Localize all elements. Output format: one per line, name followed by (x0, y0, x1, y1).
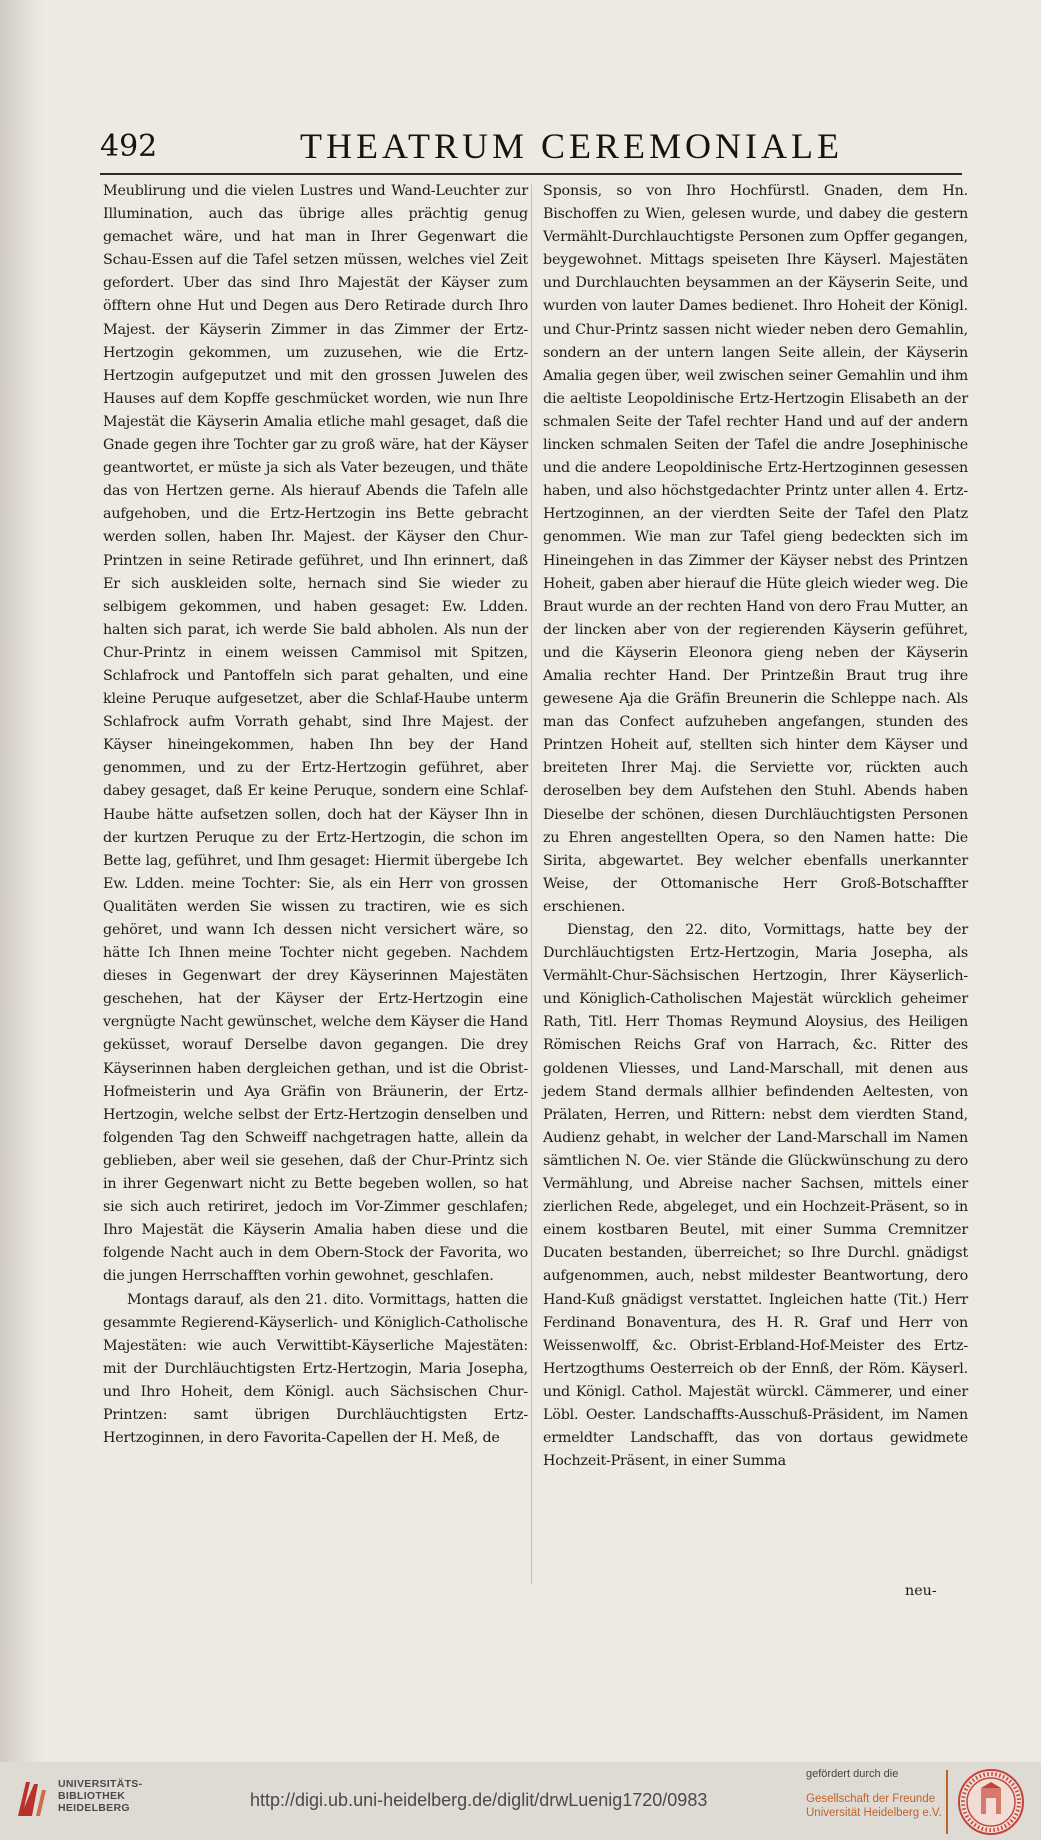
page-gutter-shadow (0, 0, 46, 1762)
right-paragraph-2: Dienstag, den 22. dito, Vormittags, hatte bey der Durchläuchtigsten Ertz-Hertzogin, Maria Josepha, als Vermählt-Chur-Sächsischen Hertzogin, Ihrer Käyserlich- und Königlich-Catholischen Majestät würcklich geheimer Rath, Titl. Herr Thomas Reymund Aloysius, des Heiligen Römischen Reichs Graf von Harrach, &c. Ritter des goldenen Vliesses, und Land-Marschall, mit denen aus jedem Stand dermals allhier befindenden Aeltesten, von Prälaten, Herren, und Rittern: nebst dem vierdten Stand, Audienz gehabt, in welcher der Land-Marschall im Namen sämtlichen N. Oe. vier Stände die Glückwünschung zu dero Vermählung, und Abreise nacher Sachsen, mittels einer zierlichen Rede, abgeleget, und ein Hochzeit-Präsent, so in einem kostbaren Beutel, mit einer Summa Cremnitzer Ducaten bestanden, überreichet; so Ihre Durchl. gnädigst aufgenommen, auch, nebst mildester Beantwortung, dero Hand-Kuß gnädigst verstattet. Ingleichen hatte (Tit.) Herr Ferdinand Bonaventura, des H. R. Graf und Herr von Weissenwolff, &c. Obrist-Erbland-Hof-Meister des Ertz-Hertzogthums Oesterreich ob der Ennß, der Röm. Käyserl. und Königl. Cathol. Majestät würckl. Cämmerer, und einer Löbl. Oester. Landschaffts-Ausschuß-Präsident, im Namen ermeldter Landschafft, das von dortaus gewidmete Hochzeit-Präsent, in einer Summa (543, 922, 968, 1470)
library-name-line-2: BIBLIOTHEK (58, 1790, 126, 1802)
permalink-url[interactable]: http://digi.ub.uni-heidelberg.de/diglit/drwLuenig1720/0983 (250, 1790, 708, 1810)
viewer-footer (0, 1762, 1041, 1840)
sponsor-name[interactable] (806, 1792, 942, 1820)
column-divider (531, 184, 532, 1584)
sponsor-divider (946, 1770, 948, 1834)
header-rule (100, 173, 962, 175)
university-seal-icon[interactable] (957, 1768, 1025, 1836)
library-name (58, 1778, 142, 1814)
funded-by-label: gefördert durch die (806, 1768, 899, 1780)
sponsor-line-1: Gesellschaft der Freunde (806, 1793, 936, 1805)
library-name-line-1: UNIVERSITÄTS- (58, 1778, 143, 1790)
page-number: 492 (100, 129, 158, 164)
page-header (100, 125, 960, 173)
university-library-logo-icon[interactable] (12, 1776, 52, 1820)
left-paragraph-1: Meublirung und die vielen Lustres und Wand-Leuchter zur Illumination, auch das übrige alles prächtig genug gemachet wäre, und hat man in Ihrer Gegenwart die Schau-Essen auf die Tafel setzen müssen, welches viel Zeit gefordert. Uber das sind Ihro Majestät der Käyser zum öfftern ohne Hut und Degen aus Dero Retirade durch Ihro Majest. der Käyserin Zimmer in das Zimmer der Ertz-Hertzogin gekommen, um zuzusehen, wie die Ertz-Hertzogin aufgeputzet und mit den grossen Juwelen des Hauses auf dem Kopffe geschmücket worden, wie nun Ihre Majestät die Käyserin Amalia etliche mahl gesaget, daß die Gnade gegen ihre Tochter gar zu groß wäre, hat der Käyser geantwortet, er müste ja sich als Vater bezeugen, und thäte das von Hertzen gerne. Als hierauf Abends die Tafeln alle aufgehoben, und die Ertz-Hertzogin ins Bette gebracht werden sollen, haben Ihr. Majest. der Käyser den Chur-Printzen in seine Retirade geführet, und Ihn erinnert, daß Er sich auskleiden solte, hernach sind Sie wieder zu selbigem gekommen, und haben gesaget: Ew. Ldden. halten sich parat, ich werde Sie bald abholen. Als nun der Chur-Printz in einem weissen Cammisol mit Spitzen, Schlafrock und Pantoffeln sich parat gehalten, und eine kleine Peruque aufgesetzet, aber die Schlaf-Haube unterm Schlafrock aufm Vorrath gehabt, sind Ihre Majest. der Käyser hineingekommen, haben Ihn bey der Hand genommen, und zu der Ertz-Hertzogin geführet, aber dabey gesaget, daß Er keine Peruque, sondern eine Schlaf-Haube hätte aufsetzen sollen, doch hat der Käyser Ihn in der kurtzen Peruque zu der Ertz-Hertzogin, die schon im Bette lag, geführet, und Ihm gesaget: Hiermit übergebe Ich Ew. Ldden. meine Tochter: Sie, als ein Herr von grossen Qualitäten werden Sie wissen zu tractiren, wie es sich gehöret, und wann Ich dessen nicht versichert wäre, so hätte Ich Ihnen meine Tochter nicht gegeben. Nachdem dieses in Gegenwart der drey Käyserinnen Majestäten geschehen, hat der Käyser der Ertz-Hertzogin eine vergnügte Nacht gewünschet, welche dem Käyser die Hand geküsset, worauf Derselbe davon gegangen. Die drey Käyserinnen haben dergleichen gethan, und ist die Obrist-Hofmeisterin und Aya Gräfin von Bräunerin, der Ertz-Hertzogin, welche selbst der Ertz-Hertzogin denselben und folgenden Tag den Schweiff nachgetragen hatte, allein da geblieben, aber weil sie gesehen, daß der Chur-Printz sich in ihrer Gegenwart nicht zu Bette begeben wollen, so hat sie sich auch retiriret, jedoch im Vor-Zimmer geschlafen; Ihro Majestät die Käyserin Amalia haben diese und die folgende Nacht auch in dem Obern-Stock der Favorita, wo die jungen Herrschafften vorhin gewohnet, geschlafen. (103, 183, 528, 1285)
library-name-line-3: HEIDELBERG (58, 1802, 130, 1814)
sponsor-line-2: Universität Heidelberg e.V. (806, 1807, 942, 1819)
right-column (543, 180, 968, 1473)
left-column (103, 180, 528, 1450)
running-title: THEATRUM CEREMONIALE (300, 126, 843, 166)
catchword: neu- (905, 1583, 937, 1599)
right-paragraph-1: Sponsis, so von Ihro Hochfürstl. Gnaden, dem Hn. Bischoffen zu Wien, gelesen wurde, und dabey die gestern Vermählt-Durchlauchtigste Personen zum Opffer gegangen, beygewohnet. Mittags speiseten Ihre Käyserl. Majestäten und Durchlauchten beysammen an der Käyserin Seite, und wurden von lauter Dames bedienet. Ihro Hoheit der Königl. und Chur-Printz sassen nicht wieder neben dero Gemahlin, sondern an der untern langen Seite allein, der Käyserin Amalia gegen über, weil zwischen seiner Gemahlin und ihm die aeltiste Leopoldinische Ertz-Hertzogin Elisabeth an der schmalen Seite der Tafel rechter Hand und auf der andern lincken schmalen Seiten der Tafel die andre Josephinische und die andere Leopoldinische Ertz-Hertzoginnen gesessen haben, und also höchstgedachter Printz unter allen 4. Ertz-Hertzoginnen, an der vierdten Seite der Tafel den Platz genommen. Wie man zur Tafel gieng bedeckten sich im Hineingehen in das Zimmer der Käyser nebst des Printzen Hoheit, gaben aber hierauf die Hüte gleich wieder weg. Die Braut wurde an der rechten Hand von dero Frau Mutter, an der lincken aber von der regierenden Käyserin geführet, und die Käyserin Eleonora gieng neben der Käyserin Amalia rechter Hand. Der Printzeßin Braut trug ihre gewesene Aja die Gräfin Breunerin die Schleppe nach. Als man das Confect aufzuheben angefangen, stunden des Printzen Hoheit auf, stellten sich hinter dem Käyser und breiteten Ihrer Maj. die Serviette vor, rückten auch deroselben bey dem Aufstehen den Stuhl. Abends haben Dieselbe der schönen, diesen Durchläuchtigsten Personen zu Ehren angestellten Opera, so den Namen hatte: Die Sirita, abgewartet. Bey welcher ebenfalls unerkannter Weise, der Ottomanische Herr Groß-Botschaffter erschienen. (543, 183, 968, 915)
left-paragraph-2: Montags darauf, als den 21. dito. Vormittags, hatten die gesammte Regierend-Käyserlich- und Königlich-Catholische Majestäten: wie auch Verwittibt-Käyserliche Majestäten: mit der Durchläuchtigsten Ertz-Hertzogin, Maria Josepha, und Ihro Hoheit, dem Königl. auch Sächsischen Chur-Printzen: samt übrigen Durchläuchtigsten Ertz-Hertzoginnen, in dero Favorita-Capellen der H. Meß, de (103, 1291, 528, 1447)
